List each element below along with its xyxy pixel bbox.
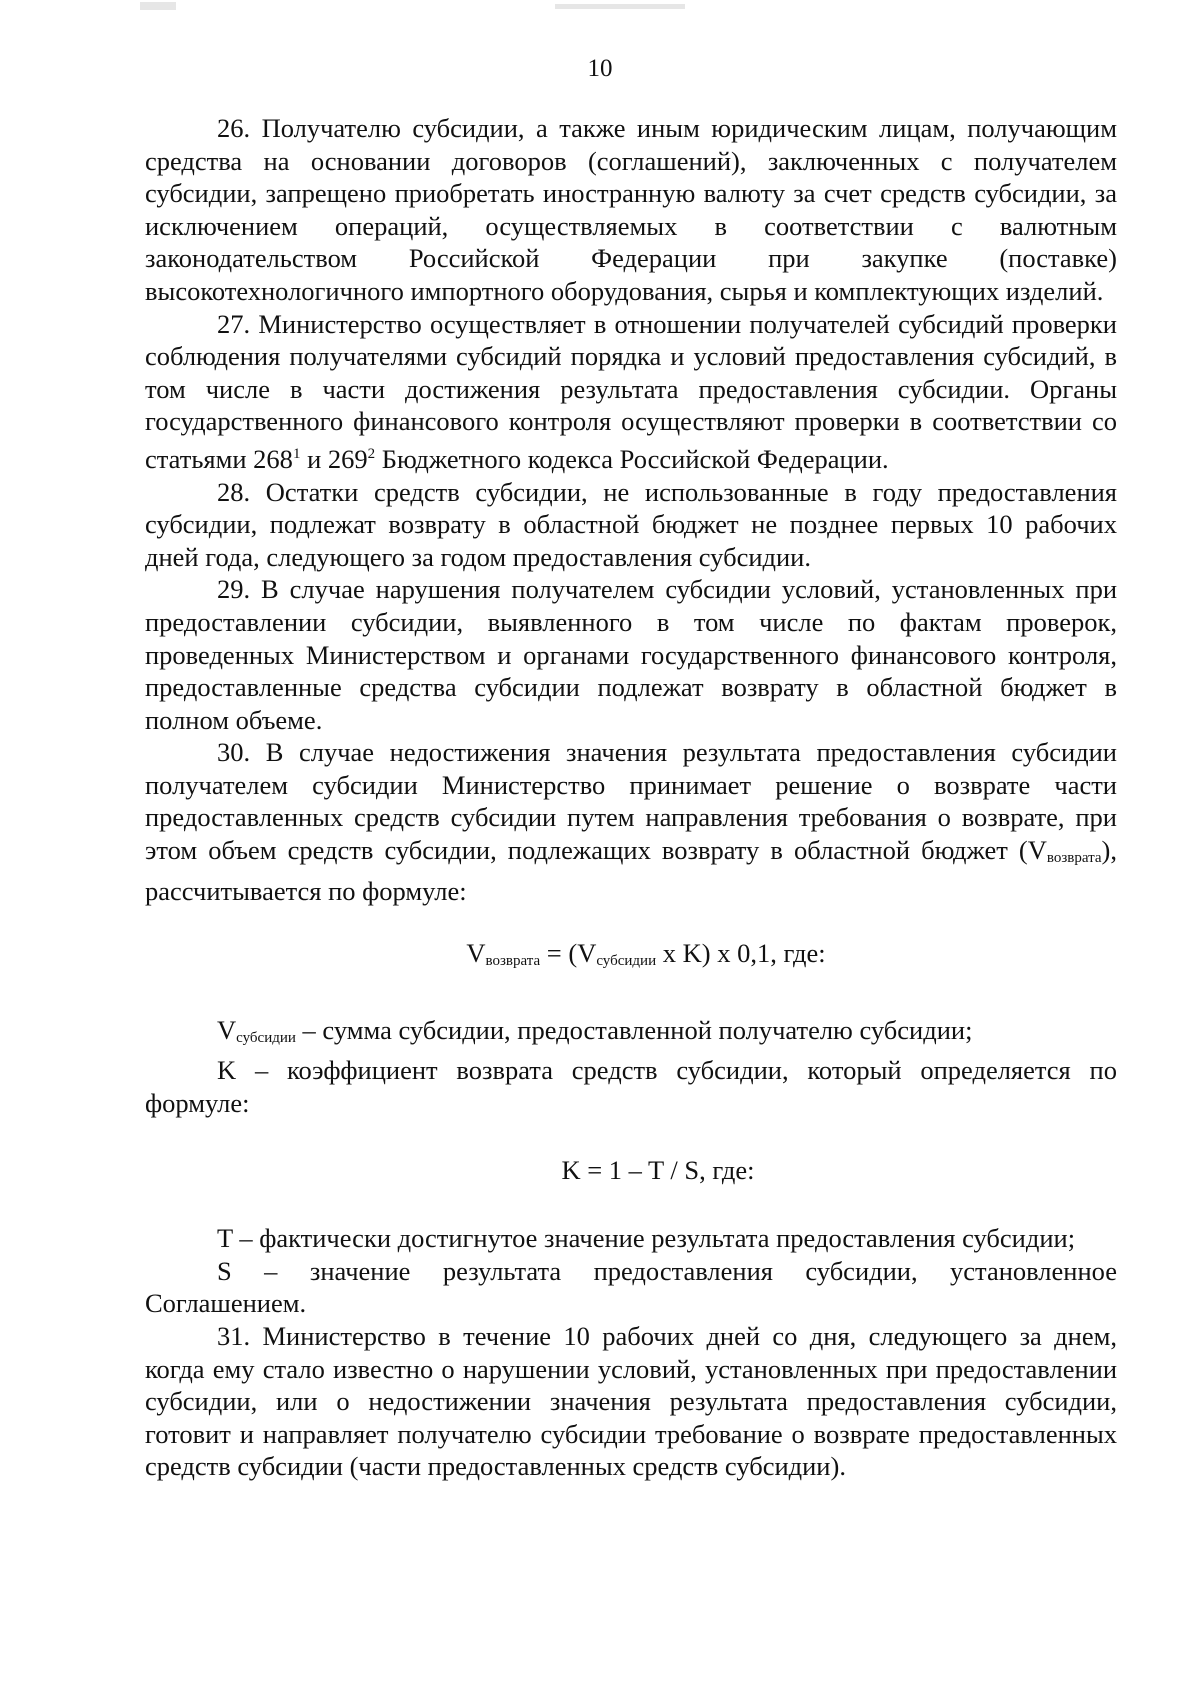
subscript-vozvrata: возврата [1046, 850, 1102, 867]
paragraph-26: 26. Получателю субсидии, а также иным юридическим лицам, получающим средства на основании договоров (соглашений), заключенных с получателем субсидии, запрещено приобретать иностранную валюту за счет средств субсидии, за исключением операций, осуществляемых в соответствии с валютным законодательством Российской Федерации при закупке (поставке) высокотехнологичного импортного оборудования, сырья и комплектующих изделий. [145, 113, 1117, 306]
formula-v-vozvrata [145, 937, 1117, 978]
formula1-mid: = (V [540, 938, 597, 969]
formula1-end: x K) x 0,1, где: [656, 938, 826, 969]
paragraph-29: 29. В случае нарушения получателем субсидии условий, установленных при предоставлении субсидии, выявленного в том числе по фактам проверок, проведенных Министерством и органами государственного финансового контроля, предоставленные средства субсидии подлежат возврату в областной бюджет в полном объеме. [145, 574, 1117, 735]
paragraph-30 [145, 736, 1117, 907]
paragraph-30-text-b: ), рассчитывается по формуле: [145, 835, 1117, 906]
paragraph-27-text-b: и 269 [300, 443, 368, 474]
paragraph-27 [145, 308, 1117, 476]
paragraph-31: 31. Министерство в течение 10 рабочих дней со дня, следующего за днем, когда ему стало известно о нарушении условий, установленных при предоставлении субсидии, или о недостижении значения результата предоставления субсидии, готовит и направляет получателю субсидии требование о возврате предоставленных средств субсидии (части предоставленных средств субсидии). [145, 1321, 1117, 1482]
paragraph-30-text-a: 30. В случае недостижения значения результата предоставления субсидии получателем субсидии Министерство принимает решение о возврате части предоставленных средств субсидии путем направления требования о возврате, при этом объем средств субсидии, подлежащих возврату в областной бюджет (V [145, 737, 1117, 866]
scan-artifact [140, 2, 176, 10]
definition-t: T – фактически достигнутое значение результата предоставления субсидии; [217, 1223, 1076, 1254]
formula-k: K = 1 – T / S, где: [561, 1154, 755, 1185]
superscript-1: 1 [292, 445, 301, 462]
scan-artifact [555, 4, 685, 9]
definition-s: S – значение результата предоставления субсидии, установленное Соглашением. [145, 1255, 1117, 1319]
definition-k: K – коэффициент возврата средств субсидии, который определяется по формуле: [145, 1055, 1117, 1119]
paragraph-27-text-c: Бюджетного кодекса Российской Федерации. [375, 443, 889, 474]
document-body [145, 112, 1117, 1483]
formula1-sub-subsidii: субсидии [596, 953, 657, 970]
paragraph-28: 28. Остатки средств субсидии, не использованные в году предоставления субсидии, подлежат возврату в областной бюджет не позднее первых 10 рабочих дней года, следующего за годом предоставления субсидии. [145, 476, 1117, 572]
definition-v-subsidii [145, 1014, 1117, 1055]
formula1-v: V [466, 938, 486, 969]
paragraph-27-text-a: 27. Министерство осуществляет в отношении получателей субсидий проверки соблюдения получателями субсидий порядка и условий предоставления субсидий, в том числе в части достижения результата предоставления субсидии. Органы государственного финансового контроля осуществляют проверки в соответствии со статьями 268 [145, 308, 1117, 474]
def-v-symbol: V [217, 1014, 237, 1045]
page-number: 10 [587, 55, 613, 82]
superscript-2: 2 [367, 445, 376, 462]
formula1-sub-vozvrata: возврата [485, 953, 541, 970]
def-v-text: – сумма субсидии, предоставленной получателю субсидии; [295, 1014, 973, 1045]
def-v-sub: субсидии [236, 1029, 296, 1046]
